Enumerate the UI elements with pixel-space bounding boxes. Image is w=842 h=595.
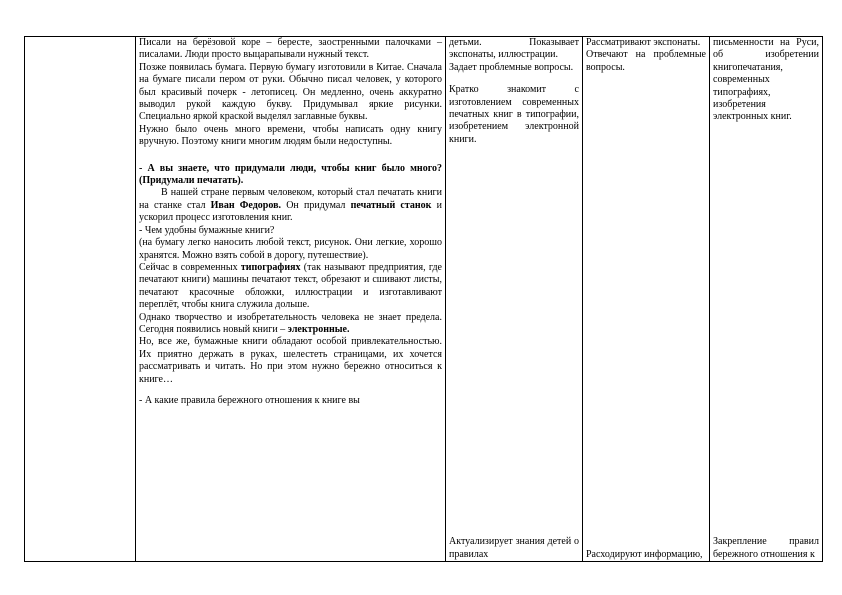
question-rules: - А какие правила бережного отношения к книге вы	[139, 394, 360, 406]
results-cell	[710, 37, 823, 562]
students-answer: Отвечают на проблемные вопросы.	[586, 49, 706, 73]
question-print: - А вы знаете, что придумали люди, чтобы книг было много? (Придумали печатать).	[139, 162, 442, 187]
paragraph-birch-bark: Писали на берёзовой коре – бересте, заостренными палочками – писалами. Люди просто выцарапывали нужный текст.	[139, 37, 442, 61]
result-rules: Закрепление правил бережного отношения к	[713, 536, 819, 560]
paragraph-fedorov: В нашей стране первым человеком, который стал печатать книги на станке стал Иван Федоров. Он придумал печатный станок и ускорил процесс изготовления книг.	[139, 187, 443, 224]
paragraph-care: Но, все же, бумажные книги обладают особой привлекательностью. Их приятно держать в руках, шелестеть страницами, их хочется рассматривать и читать. Но при этом нужно бережно относиться к книге…	[139, 336, 442, 385]
teacher-introduces: Кратко знакомит с изготовлением современных печатных книг в типографии, изобретением электронной книги.	[449, 84, 579, 145]
answer-paper-books: (на бумагу легко наносить любой текст, рисунок. Они легкие, хорошо хранятся. Можно взять собой в дорогу, путешествие).	[139, 237, 442, 261]
teacher-activity-cell	[446, 37, 583, 562]
table-row	[25, 37, 823, 562]
students-discuss: Расходируют информацию,	[586, 548, 703, 560]
teacher-actualizes: Актуализирует знания детей о правилах	[449, 536, 579, 560]
teacher-shows: детьми. Показывает экспонаты, иллюстрации.	[449, 37, 579, 61]
stage-cell	[25, 37, 136, 562]
paragraph-typography: Сейчас в современных типографиях (так называют предприятия, где печатают книги) машины печатают текст, обрезают и сшивают листы, печатают красочные обложки, иллюстрации и изготавливают переплёт, чтобы книга служила дольше.	[139, 261, 442, 311]
lesson-table	[24, 36, 823, 562]
paragraph-handwritten: Нужно было очень много времени, чтобы написать одну книгу вручную. Поэтому книги многим людям были недоступны.	[139, 123, 442, 148]
teacher-asks: Задает проблемные вопросы.	[449, 61, 574, 73]
result-knowledge: письменности на Руси, об изобретении книгопечатания, современных типографиях, изобретения электронных книг.	[713, 37, 819, 123]
content-cell	[136, 37, 446, 562]
students-look: Рассматривают экспонаты.	[586, 37, 701, 48]
paragraph-electronic: Однако творчество и изобретательность человека не знает предела. Сегодня появились новый книги – электронные.	[139, 311, 442, 335]
question-paper-books: - Чем удобны бумажные книги?	[139, 224, 275, 236]
student-activity-cell	[583, 37, 710, 562]
paragraph-paper: Позже появилась бумага. Первую бумагу изготовили в Китае. Сначала на бумаге писали пером от руки. Обычно писал человек, у которого был красивый почерк - летописец. Он медленно, очень аккуратно выводил рукой каждую букву. Придумывал яркие рисунки. Специально яркой краской выделял заглавные буквы.	[139, 61, 442, 123]
